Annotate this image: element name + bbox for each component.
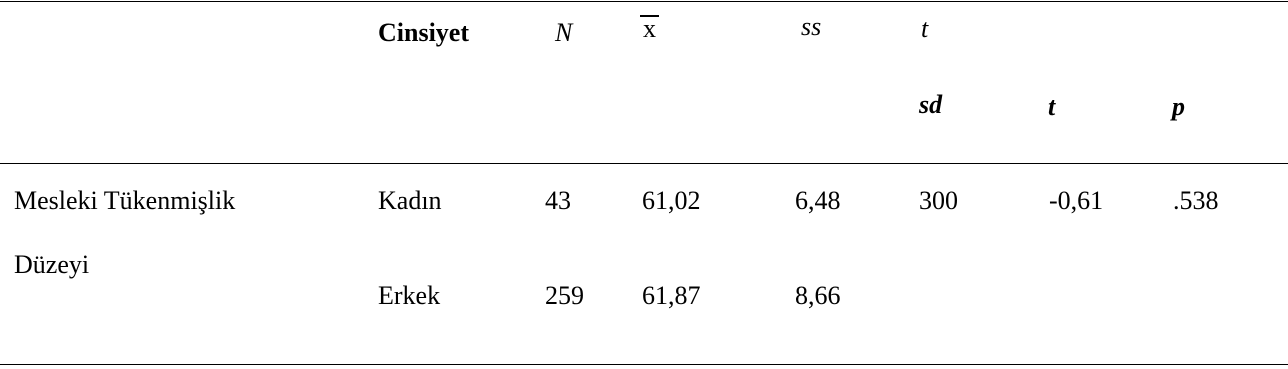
table-cell-n: 43 — [545, 186, 571, 215]
table-cell-n: 259 — [545, 281, 584, 310]
table-cell-mean: 61,87 — [642, 281, 701, 310]
table-cell-ss: 6,48 — [795, 186, 841, 215]
table-cell-cinsiyet: Erkek — [378, 281, 441, 310]
header-n: N — [555, 18, 573, 47]
header-ss: ss — [801, 12, 822, 41]
table-cell-t: -0,61 — [1049, 186, 1104, 215]
table-header-rule — [0, 163, 1288, 164]
header-mean — [640, 14, 659, 44]
table-cell-ss: 8,66 — [795, 281, 841, 310]
row-label-line2: Düzeyi — [14, 250, 90, 279]
header-mean-symbol: x — [640, 15, 659, 41]
header-cinsiyet: Cinsiyet — [378, 18, 469, 47]
header-t: t — [1048, 92, 1056, 121]
header-t-group: t — [921, 14, 929, 43]
table-cell-p: .538 — [1173, 186, 1219, 215]
header-p: p — [1172, 92, 1185, 121]
table-cell-mean: 61,02 — [642, 186, 701, 215]
table-cell-sd: 300 — [919, 186, 958, 215]
table-top-rule — [0, 1, 1288, 2]
row-label-line1: Mesleki Tükenmişlik — [14, 186, 236, 215]
table-bottom-rule — [0, 364, 1288, 365]
header-sd: sd — [919, 90, 943, 119]
table-cell-cinsiyet: Kadın — [378, 186, 442, 215]
